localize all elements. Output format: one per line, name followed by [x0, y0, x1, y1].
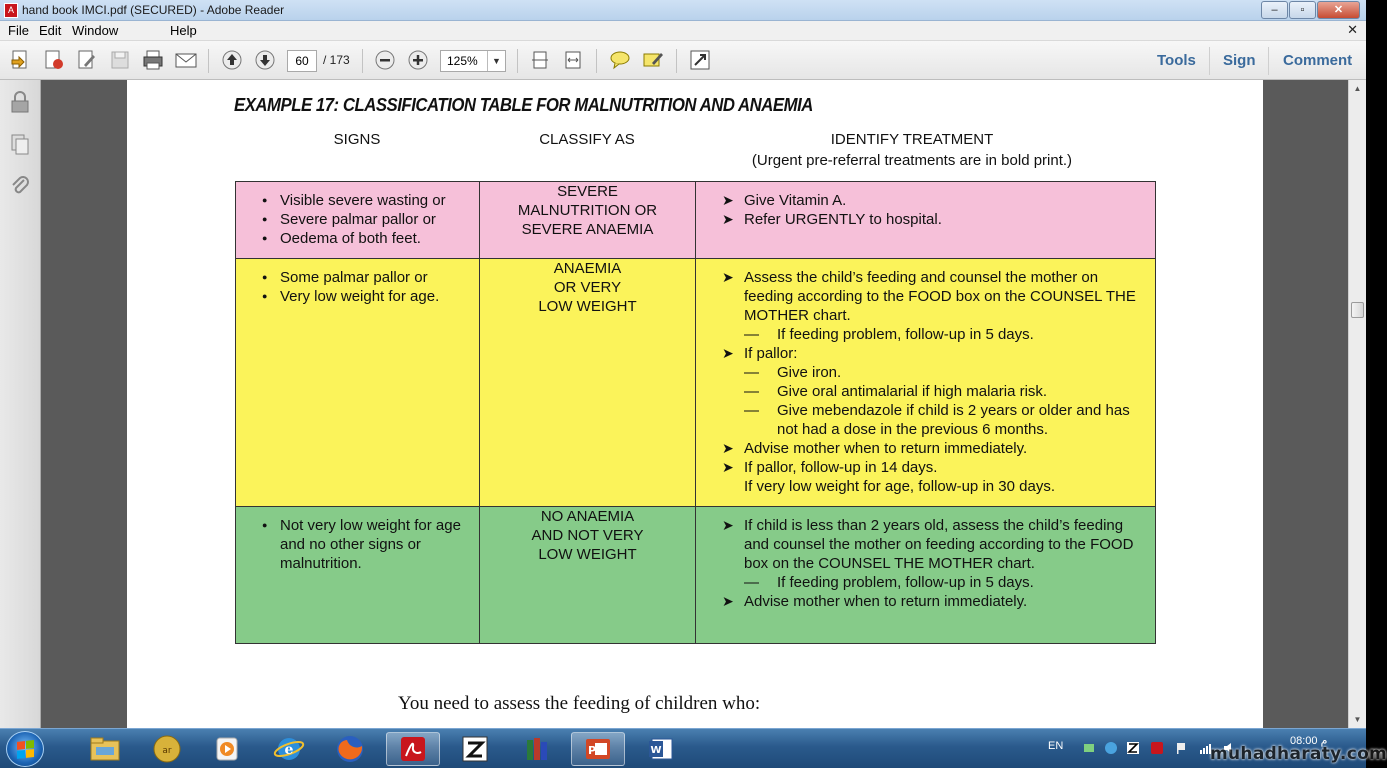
treatment-text: If feeding problem, follow-up in 5 days.: [777, 326, 1034, 343]
arrow-bullet-icon: ➤: [722, 517, 734, 533]
email-icon[interactable]: [174, 49, 198, 71]
svg-text:ar: ar: [162, 746, 172, 756]
tools-link[interactable]: Tools: [1157, 52, 1196, 69]
treatment-subitem: [722, 382, 1145, 401]
treatment-subitem: [722, 573, 1145, 592]
menu-file[interactable]: File: [8, 23, 29, 38]
taskbar-arabic-app[interactable]: [140, 732, 194, 766]
table-row: [236, 507, 1156, 644]
treatment-subitem: [722, 401, 1145, 439]
sign-item: ● Some palmar pallor or: [262, 268, 471, 287]
print-icon[interactable]: [141, 49, 165, 71]
save-icon[interactable]: [108, 49, 132, 71]
treatment-text: Refer URGENTLY to hospital.: [744, 211, 942, 228]
treatment-subitem: [722, 325, 1145, 344]
treatment-text: Give iron.: [777, 364, 842, 381]
maximize-button[interactable]: ▫: [1289, 1, 1316, 19]
arrow-bullet-icon: ➤: [722, 440, 734, 456]
classification-cell: [480, 182, 696, 259]
taskbar: [0, 728, 1366, 768]
treatment-item: [722, 516, 1145, 573]
watermark: muhadharaty.com: [1210, 744, 1387, 764]
adobe-reader-icon: A: [4, 3, 18, 18]
table-row: [236, 182, 1156, 259]
treatment-item: [722, 191, 1145, 210]
treatment-item: [722, 268, 1145, 325]
treatment-cell: [696, 259, 1156, 507]
feeding-text: You need to assess the feeding of children who:: [398, 693, 761, 714]
treatment-subitem: [722, 363, 1145, 382]
example-title: EXAMPLE 17: CLASSIFICATION TABLE FOR MALNUTRITION AND ANAEMIA: [234, 95, 813, 115]
signs-cell: [236, 182, 480, 259]
treatment-text: Give oral antimalarial if high malaria risk.: [777, 383, 1048, 400]
treatment-item: [722, 458, 1145, 477]
sign-item: ● Very low weight for age.: [262, 287, 471, 306]
menu-edit[interactable]: Edit: [39, 23, 62, 38]
scroll-down-icon[interactable]: ▼: [1353, 715, 1362, 724]
title-bar: [0, 0, 1366, 21]
window-title: hand book IMCI.pdf (SECURED) - Adobe Reader: [22, 3, 285, 17]
classification-line: SEVERE: [557, 183, 618, 200]
dash-bullet: —: [744, 383, 759, 400]
taskbar-app-z[interactable]: [448, 732, 502, 766]
minimize-button[interactable]: –: [1261, 1, 1288, 19]
classification-line: SEVERE ANAEMIA: [521, 221, 654, 238]
pdf-page: [127, 80, 1263, 728]
page-total: / 173: [323, 53, 350, 67]
arrow-bullet-icon: ➤: [722, 345, 734, 361]
taskbar-internet-explorer[interactable]: [262, 732, 316, 766]
comment-link[interactable]: Comment: [1283, 52, 1353, 69]
svg-text:W: W: [650, 745, 662, 756]
vertical-scrollbar[interactable]: [1348, 80, 1366, 728]
classification-line: LOW WEIGHT: [538, 546, 637, 563]
dash-bullet: —: [744, 364, 759, 381]
menu-bar: [0, 21, 1366, 41]
treatment-text: Give Vitamin A.: [744, 192, 847, 209]
treatment-text: If feeding problem, follow-up in 5 days.: [777, 574, 1034, 591]
edit-pdf-icon[interactable]: [75, 49, 99, 71]
classification-line: AND NOT VERY: [531, 527, 644, 544]
treatment-text: Assess the child’s feeding and counsel the mother on feeding according to the FOOD box on the COUNSEL THE MOTHER chart.: [744, 269, 1136, 324]
taskbar-powerpoint[interactable]: [571, 732, 625, 766]
sign-item: ● Visible severe wasting or: [262, 191, 471, 210]
menu-help[interactable]: Help: [170, 23, 197, 38]
page-number-input[interactable]: 60: [287, 50, 317, 72]
taskbar-books-app[interactable]: [510, 732, 564, 766]
close-document-icon[interactable]: ✕: [1347, 22, 1358, 37]
tray-network-icon[interactable]: [1082, 741, 1096, 755]
header-signs: SIGNS: [333, 131, 381, 148]
highlight-icon[interactable]: [641, 49, 665, 71]
sign-item: ● Severe palmar pallor or: [262, 210, 471, 229]
zoom-out-icon[interactable]: [373, 49, 397, 71]
treatment-note: [722, 477, 1145, 496]
arrow-bullet-icon: ➤: [722, 192, 734, 208]
lock-icon[interactable]: [9, 90, 31, 114]
tray-flag-icon[interactable]: [1174, 741, 1188, 755]
classification-cell: [480, 507, 696, 644]
treatment-text: If pallor, follow-up in 14 days.: [744, 459, 938, 476]
windows-logo-icon: [17, 740, 33, 758]
classification-line: OR VERY: [553, 279, 622, 296]
signs-cell: [236, 259, 480, 507]
next-page-icon[interactable]: [253, 49, 277, 71]
toolbar: [0, 41, 1366, 80]
treatment-text: Give mebendazole if child is 2 years or older and has not had a dose in the previous 6 months.: [777, 402, 1130, 438]
previous-page-icon[interactable]: [220, 49, 244, 71]
taskbar-media-player[interactable]: [200, 732, 254, 766]
document-view[interactable]: [41, 80, 1348, 728]
svg-text:P: P: [587, 744, 597, 757]
treatment-item: [722, 592, 1145, 611]
arrow-bullet-icon: ➤: [722, 211, 734, 227]
treatment-item: [722, 439, 1145, 458]
treatment-text: Advise mother when to return immediately.: [744, 593, 1028, 610]
treatment-text: If very low weight for age, follow-up in 30 days.: [744, 478, 1055, 495]
dash-bullet: —: [744, 402, 759, 419]
clock[interactable]: 08:00 م: [1290, 735, 1328, 747]
dash-bullet: —: [744, 574, 759, 591]
window-controls: [1260, 1, 1360, 19]
classification-line: MALNUTRITION OR: [517, 202, 658, 219]
attachment-icon[interactable]: [9, 174, 31, 198]
tray-z-icon[interactable]: [1126, 741, 1140, 755]
classification-line: LOW WEIGHT: [538, 298, 637, 315]
treatment-text: Advise mother when to return immediately.: [744, 440, 1028, 457]
svg-text:e: e: [284, 742, 294, 758]
taskbar-firefox[interactable]: [323, 732, 377, 766]
signs-cell: [236, 507, 480, 644]
start-button[interactable]: [6, 731, 44, 767]
classification-cell: [480, 259, 696, 507]
close-button[interactable]: ✕: [1317, 1, 1360, 19]
sign-item: ● Oedema of both feet.: [262, 229, 471, 248]
arrow-bullet-icon: ➤: [722, 459, 734, 475]
language-indicator[interactable]: EN: [1048, 740, 1064, 752]
taskbar-word[interactable]: [634, 732, 688, 766]
treatment-cell: [696, 507, 1156, 644]
arrow-bullet-icon: ➤: [722, 593, 734, 609]
fullscreen-icon[interactable]: [688, 49, 712, 71]
chevron-down-icon[interactable]: ▼: [487, 51, 505, 71]
scroll-thumb[interactable]: [1351, 302, 1364, 318]
header-identify-treatment: IDENTIFY TREATMENT: [830, 131, 994, 148]
open-file-icon[interactable]: [9, 49, 33, 71]
table-row: [236, 259, 1156, 507]
zoom-select[interactable]: [440, 50, 506, 72]
header-treatment-note: (Urgent pre-referral treatments are in bold print.): [751, 152, 1073, 169]
classification-line: NO ANAEMIA: [540, 508, 635, 525]
sign-item: ● Not very low weight for age and no other signs or malnutrition.: [262, 516, 471, 573]
treatment-text: If child is less than 2 years old, assess the child’s feeding and counsel the mother on feeding according to the FOOD box on the COUNSEL THE MOTHER chart.: [744, 517, 1134, 572]
fit-width-icon[interactable]: [561, 49, 585, 71]
zoom-in-icon[interactable]: [406, 49, 430, 71]
fit-page-icon[interactable]: [528, 49, 552, 71]
dash-bullet: —: [744, 326, 759, 343]
arrow-bullet-icon: ➤: [722, 269, 734, 285]
sign-link[interactable]: Sign: [1223, 52, 1256, 69]
menu-window[interactable]: Window: [72, 23, 119, 38]
tray-adobe-icon[interactable]: [1150, 741, 1164, 755]
treatment-cell: [696, 182, 1156, 259]
treatment-item: [722, 210, 1145, 229]
header-classify-as: CLASSIFY AS: [539, 131, 635, 148]
treatment-item: [722, 344, 1145, 363]
side-navigation-pane: [0, 80, 41, 728]
classification-table: [235, 181, 1156, 644]
taskbar-adobe-reader[interactable]: [386, 732, 440, 766]
treatment-text: If pallor:: [744, 345, 798, 362]
tray-app-icon[interactable]: [1104, 741, 1118, 755]
scroll-up-icon[interactable]: ▲: [1353, 84, 1362, 93]
create-pdf-icon[interactable]: [42, 49, 66, 71]
comment-icon[interactable]: [608, 49, 632, 71]
classification-line: ANAEMIA: [553, 260, 622, 277]
taskbar-explorer[interactable]: [78, 732, 132, 766]
zoom-value: 125%: [447, 54, 478, 68]
pages-icon[interactable]: [9, 132, 31, 156]
